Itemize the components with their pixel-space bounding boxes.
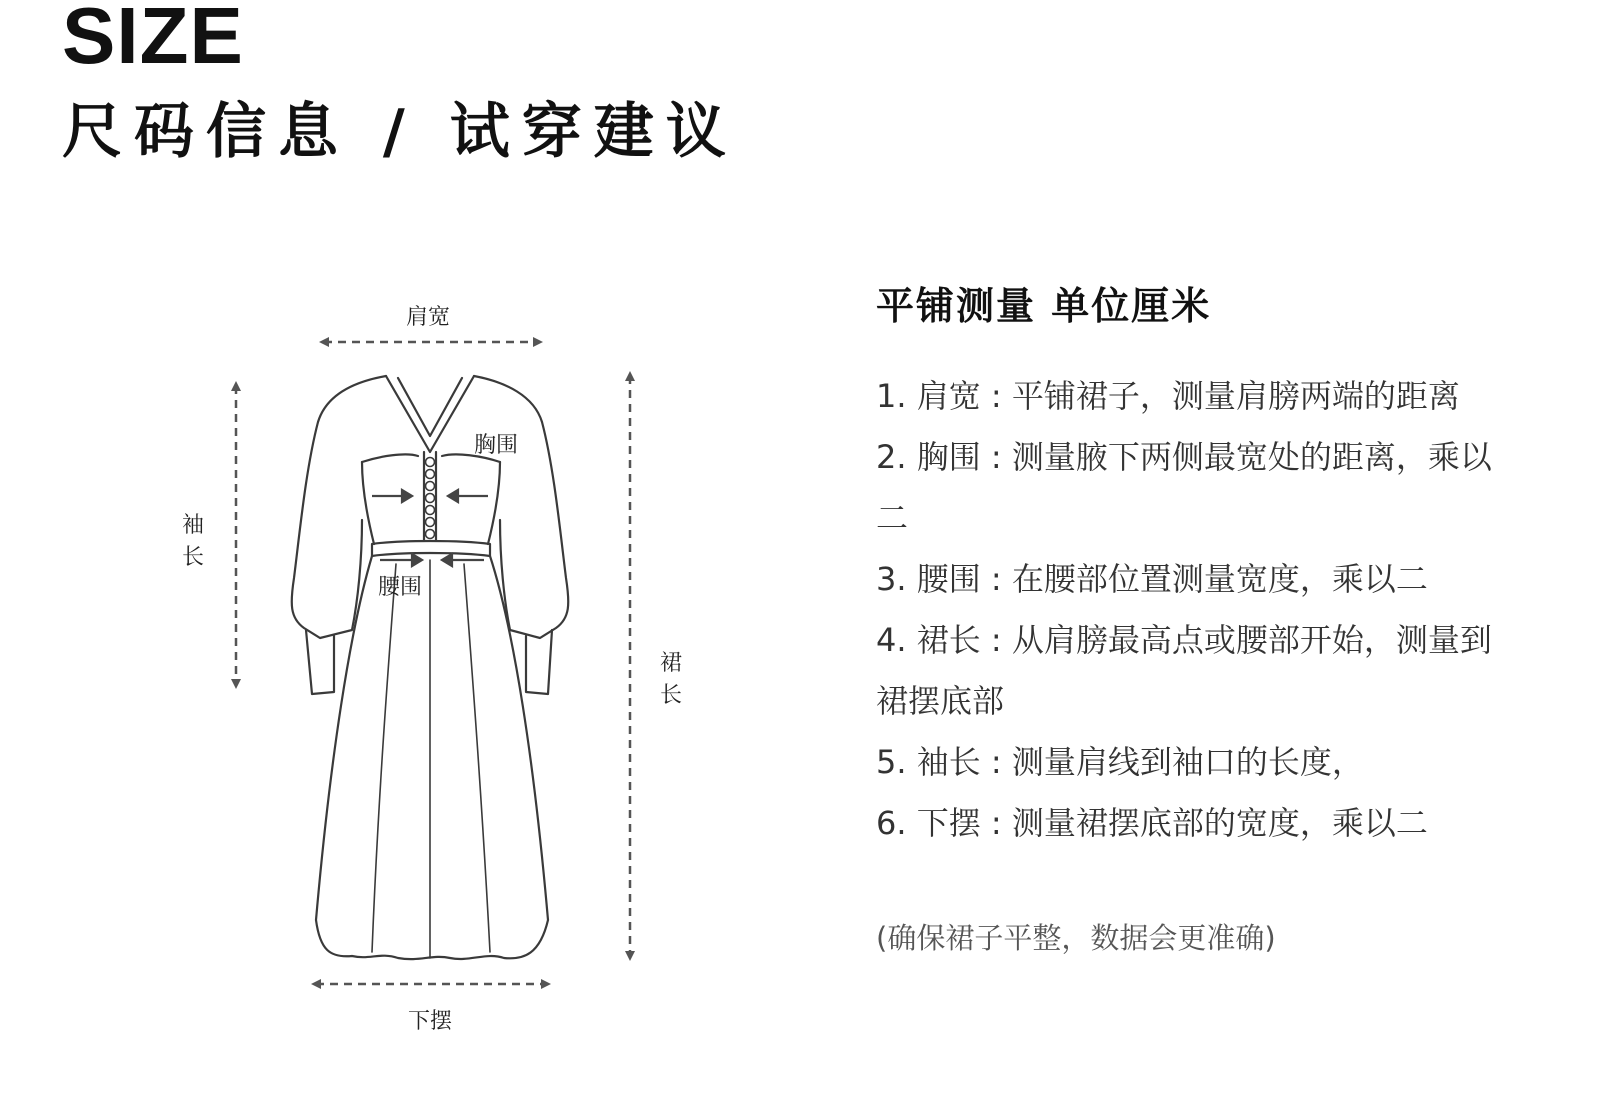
waistband xyxy=(372,541,490,556)
dress-drawing xyxy=(0,200,860,1106)
label-sleeve: 袖长 xyxy=(181,513,204,570)
bust-seam-left xyxy=(362,454,418,462)
info-item-shoulder: 1. 肩宽 : 平铺裙子，测量肩膀两端的距离 xyxy=(876,377,1460,415)
left-cuff xyxy=(306,630,334,694)
info-item-waist: 3. 腰围 : 在腰部位置测量宽度，乘以二 xyxy=(876,560,1428,598)
info-note: (确保裙子平整，数据会更准确) xyxy=(876,921,1276,955)
skirt-fold-1 xyxy=(372,564,396,952)
info-heading: 平铺测量 单位厘米 xyxy=(876,284,1212,328)
label-shoulder: 肩宽 xyxy=(406,305,451,330)
right-sleeve xyxy=(474,376,568,638)
measurement-info xyxy=(876,276,1516,958)
bodice-right xyxy=(488,462,500,544)
info-item-chest: 2. 胸围 : 测量腋下两侧最宽处的距离，乘以二 xyxy=(876,438,1492,537)
skirt xyxy=(316,556,548,959)
neckline xyxy=(386,376,474,452)
label-length: 裙长 xyxy=(659,651,682,708)
info-item-hem: 6. 下摆 : 测量裙摆底部的宽度，乘以二 xyxy=(876,804,1428,842)
label-waist: 腰围 xyxy=(378,575,423,600)
info-item-length: 4. 裙长 : 从肩膀最高点或腰部开始，测量到裙摆底部 xyxy=(876,621,1492,720)
title-size: SIZE xyxy=(62,0,244,80)
neckline-inner xyxy=(398,378,462,436)
label-hem: 下摆 xyxy=(408,1009,453,1034)
dress-measurement-diagram xyxy=(0,200,860,1106)
title-size-info: 尺码信息 / 试穿建议 xyxy=(62,97,738,167)
right-cuff xyxy=(526,630,552,694)
bodice-left xyxy=(362,462,374,544)
button-row xyxy=(426,458,435,539)
info-item-sleeve: 5. 袖长 : 测量肩线到袖口的长度， xyxy=(876,743,1364,781)
left-sleeve xyxy=(292,376,386,638)
label-chest: 胸围 xyxy=(474,433,519,458)
skirt-fold-3 xyxy=(464,564,490,952)
page-header xyxy=(62,0,738,166)
